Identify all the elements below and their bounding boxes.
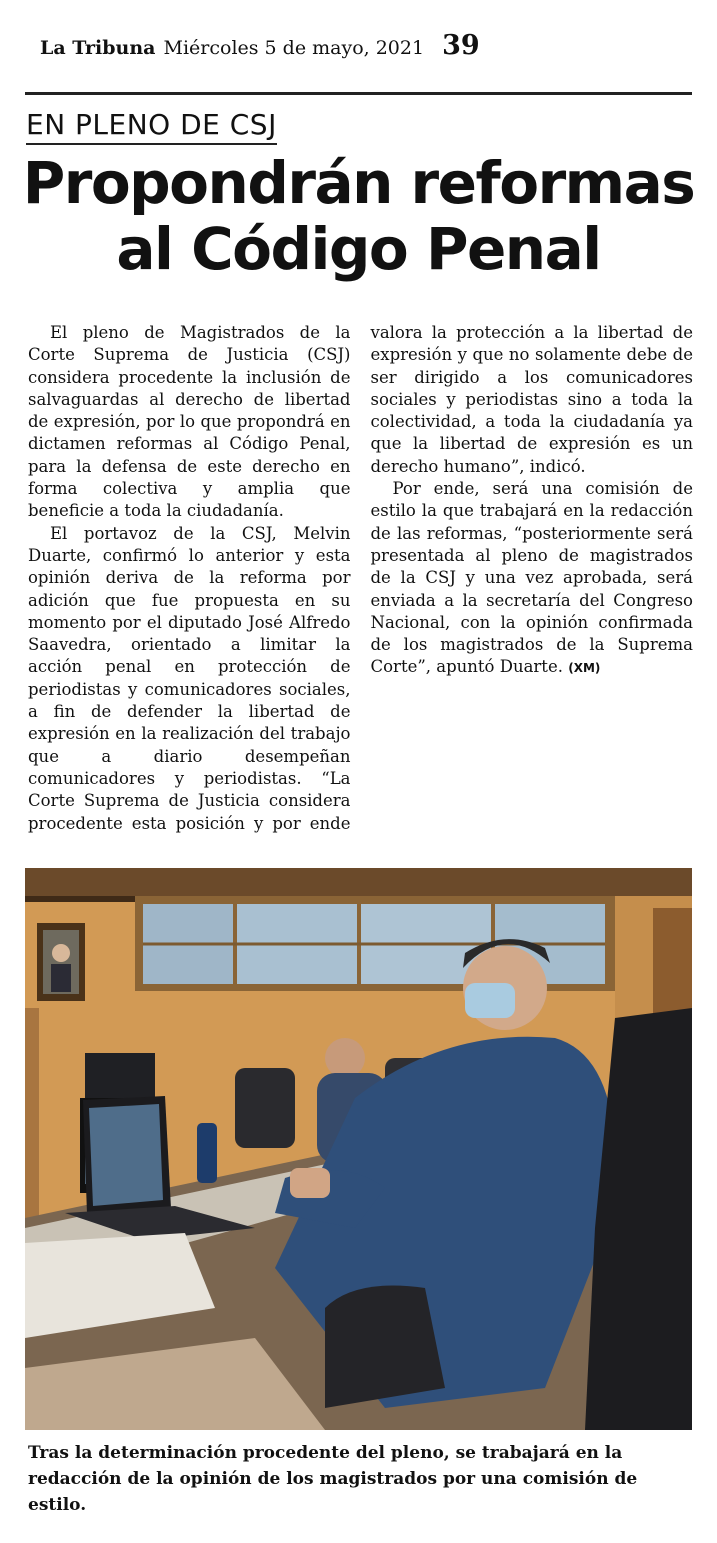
section-kicker: EN PLENO DE CSJ [26, 108, 277, 145]
headline-line-1: Propondrán reformas [22, 149, 695, 217]
page-number: 39 [442, 30, 480, 61]
article-paragraph-3 [371, 478, 694, 680]
photo-caption: Tras la determinación procedente del pleno, se trabajará en la redacción de la opinión de los magistrados por una comisión de estilo. [28, 1443, 638, 1515]
masthead [40, 30, 680, 66]
article-body [28, 322, 693, 842]
article-photo [25, 868, 692, 1430]
article-paragraph-3-text: Por ende, será una comisión de estilo la que trabajará en la redacción de las reformas, “posteriormente será presentada al pleno de magistrados de la CSJ y una vez aprobada, será enviada a la secretaría del Congreso Nacional, con la opinión confirmada de los magistrados de la Suprema Corte”, apuntó Duarte. [370, 479, 693, 677]
headline-line-2: al Código Penal [116, 215, 601, 283]
article-paragraph-2: El portavoz de la CSJ, Melvin Duarte, confirmó lo anterior y esta opinión deriva de la reforma por adición que fue propuesta en su momento por el diputado José Alfredo Saavedra, orientado a limitar la acción penal en protección de periodistas y comunicadores sociales, a fin de defender la libertad de expresión en la realización del trabajo que a diario desempeñan comunicadores y periodistas. “La Corte Suprema de Justicia considera procedente esta posición y por ende valora la protección a la libertad de expresión y que no solamente debe de ser dirigido a los comunicadores sociales y periodistas sino a toda la colectividad, a toda la ciudadanía ya que la libertad de expresión es un derecho humano”, indicó. [28, 323, 693, 833]
header-rule [25, 92, 692, 95]
newspaper-name: La Tribuna [40, 37, 156, 59]
article-paragraph-1: El pleno de Magistrados de la Corte Suprema de Justicia (CSJ) considera procedente la inclusión de salvaguardas al derecho de libertad de expresión, por lo que propondrá en dictamen reformas al Código Penal, para la defensa de este derecho en forma colectiva y amplia que beneficie a toda la ciudadanía. [28, 323, 351, 521]
headline [20, 150, 697, 282]
issue-date: Miércoles 5 de mayo, 2021 [163, 37, 425, 59]
author-credit: (XM) [568, 661, 601, 676]
